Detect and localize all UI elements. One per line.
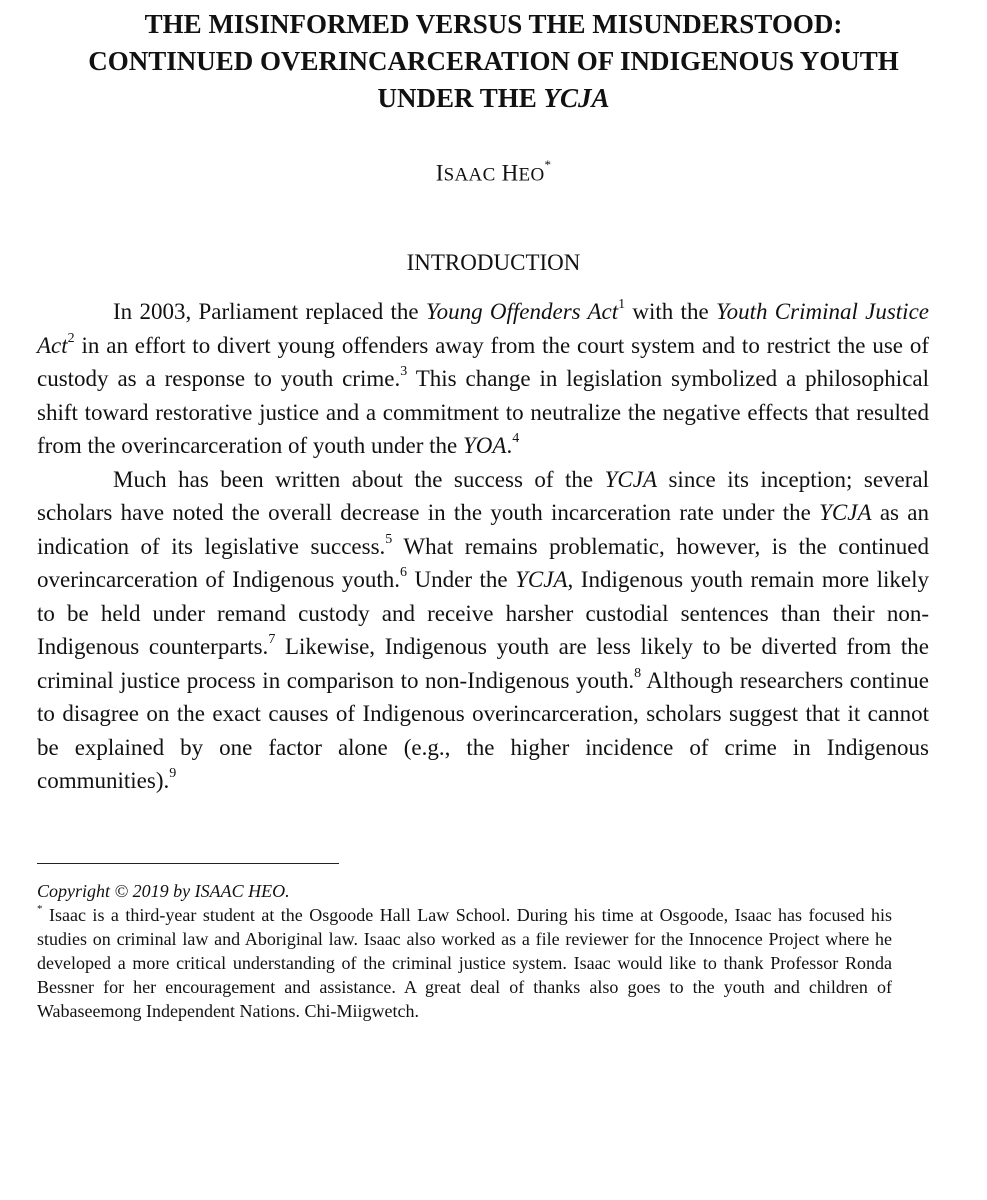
footnote-ref-1[interactable]: 1 [618,297,626,313]
footnote-ref-4[interactable]: 4 [512,431,520,447]
title-line-1: THE MISINFORMED VERSUS THE MISUNDERSTOOD: [144,9,843,39]
footnote-ref-9[interactable]: 9 [169,766,177,782]
paragraph-2: Much has been written about the success of the YCJA since its inception; several scholars have noted the overall decrease in the youth incarceration rate under the YCJA as an indication of its legislative success.$^5$ What remains problematic, however, is the continued overincarceration of Indigenous youth.$^6$ Under the YCJA, Indigenous youth remain more likely to be held under remand custody and receive harsher custodial sentences than their non-Indigenous counterparts.$^7$ Likewise, Indigenous youth are less likely to be diverted from the criminal justice process in comparison to non-Indigenous youth.$^8$ Although researchers continue to disagree on the exact causes of Indigenous overincarceration, scholars suggest that it cannot be explained by one factor alone (e.g., the higher incidence of crime in Indigenous communities).$^9$ [37,466,930,793]
article-title [0,6,987,117]
footnote-ref-6[interactable]: 6 [399,565,407,581]
footnotes [37,879,892,1023]
footnote-ref-2[interactable]: 2 [67,330,75,346]
footnote-ref-8[interactable]: 8 [634,665,642,681]
paragraph-1: In 2003, Parliament replaced the Young Offenders Act$^1$ with the Youth Criminal Justice Act$^2$ in an effort to divert young offenders away from the court system and to restrict the use of custody as a response to youth crime.$^3$ This change in legislation symbolized a philosophical shift toward restorative justice and a commitment to neutralize the negative effects that resulted from the overincarceration of youth under the YOA.$^4$ [37,297,930,458]
author-byline: ISAAC HEO* [435,157,552,186]
author-footnote: * Isaac is a third-year student at the Osgoode Hall Law School. During his time at Osgoode, Isaac has focused his studies on criminal law and Aboriginal law. Isaac also worked as a file reviewer for the Innocence Project where he developed a more critical understanding of the criminal justice system. Isaac would like to thank Professor Ronda Bessner for her encouragement and assistance. A great deal of thanks also goes to the youth and children of Wabaseemong Independent Nations. Chi-Miigwetch. [37,903,892,1021]
footnote-marker: * [37,903,43,915]
section-heading: INTRODUCTION [406,250,581,275]
author-footnote-marker[interactable]: * [544,157,552,172]
footnote-ref-7[interactable]: 7 [268,632,276,648]
footnote-divider [37,863,339,864]
article-body [37,295,929,798]
copyright-notice: Copyright © 2019 by ISAAC HEO. [37,881,290,901]
title-line-2: CONTINUED OVERINCARCERATION OF INDIGENOUS YOUTH [88,46,899,76]
footnote-ref-3[interactable]: 3 [400,364,408,380]
footnote-ref-5[interactable]: 5 [385,531,393,547]
title-line-3: UNDER THE YCJA [377,83,610,113]
